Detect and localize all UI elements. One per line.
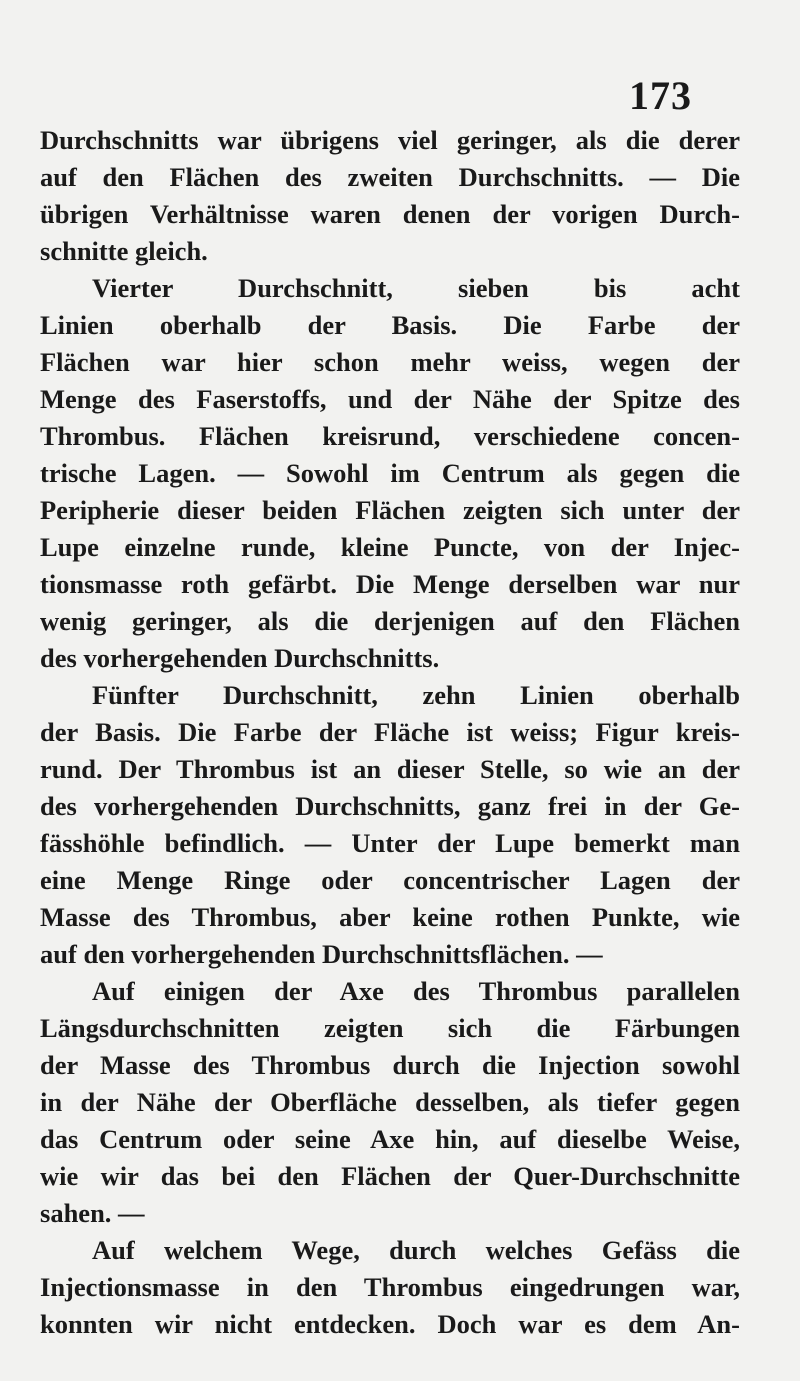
text-line: tionsmasse roth gefärbt. Die Menge derselben war nur [40,569,740,599]
text-line: Thrombus. Flächen kreisrund, verschiedene concen- [40,421,740,451]
text-line: wenig geringer, als die derjenigen auf den Flächen [40,606,740,636]
text-line: konnten wir nicht entdecken. Doch war es dem An- [40,1309,740,1339]
text-line: des vorhergehenden Durchschnitts. [40,643,440,673]
text-line: Menge des Faserstoffs, und der Nähe der Spitze des [40,384,740,414]
text-line: auf den Flächen des zweiten Durchschnitts. — Die [40,162,740,192]
text-line: sahen. — [40,1198,145,1228]
text-line: schnitte gleich. [40,236,208,266]
page-number: 173 [629,73,692,118]
text-line: eine Menge Ringe oder concentrischer Lagen der [40,865,740,895]
text-line: des vorhergehenden Durchschnitts, ganz frei in der Ge- [40,791,740,821]
text-line: Auf einigen der Axe des Thrombus parallelen [92,976,740,1006]
body-text [40,122,740,1343]
section-heading-line: Fünfter Durchschnitt, zehn Linien oberhalb [92,680,740,710]
section-heading-line: Vierter Durchschnitt, sieben bis acht [92,273,740,303]
text-line: Peripherie dieser beiden Flächen zeigten sich unter der [40,495,740,525]
text-line: Durchschnitts war übrigens viel geringer, als die derer [40,125,740,155]
text-line: der Masse des Thrombus durch die Injection sowohl [40,1050,740,1080]
text-line: Injectionsmasse in den Thrombus eingedrungen war, [40,1272,740,1302]
text-line: Flächen war hier schon mehr weiss, wegen der [40,347,740,377]
text-line: das Centrum oder seine Axe hin, auf dieselbe Weise, [40,1124,740,1154]
text-line: trische Lagen. — Sowohl im Centrum als gegen die [40,458,740,488]
text-line: der Basis. Die Farbe der Fläche ist weiss; Figur kreis- [40,717,740,747]
text-line: auf den vorhergehenden Durchschnittsflächen. — [40,939,603,969]
text-line: rund. Der Thrombus ist an dieser Stelle, so wie an der [40,754,740,784]
text-line: Lupe einzelne runde, kleine Puncte, von der Injec- [40,532,740,562]
text-line: übrigen Verhältnisse waren denen der vorigen Durch- [40,199,740,229]
text-line: Masse des Thrombus, aber keine rothen Punkte, wie [40,902,740,932]
text-line: Auf welchem Wege, durch welches Gefäss die [92,1235,740,1265]
text-line: in der Nähe der Oberfläche desselben, als tiefer gegen [40,1087,740,1117]
text-line: Längsdurchschnitten zeigten sich die Färbungen [40,1013,740,1043]
text-line: Linien oberhalb der Basis. Die Farbe der [40,310,740,340]
text-line: fässhöhle befindlich. — Unter der Lupe bemerkt man [40,828,740,858]
text-line: wie wir das bei den Flächen der Quer-Durchschnitte [40,1161,740,1191]
